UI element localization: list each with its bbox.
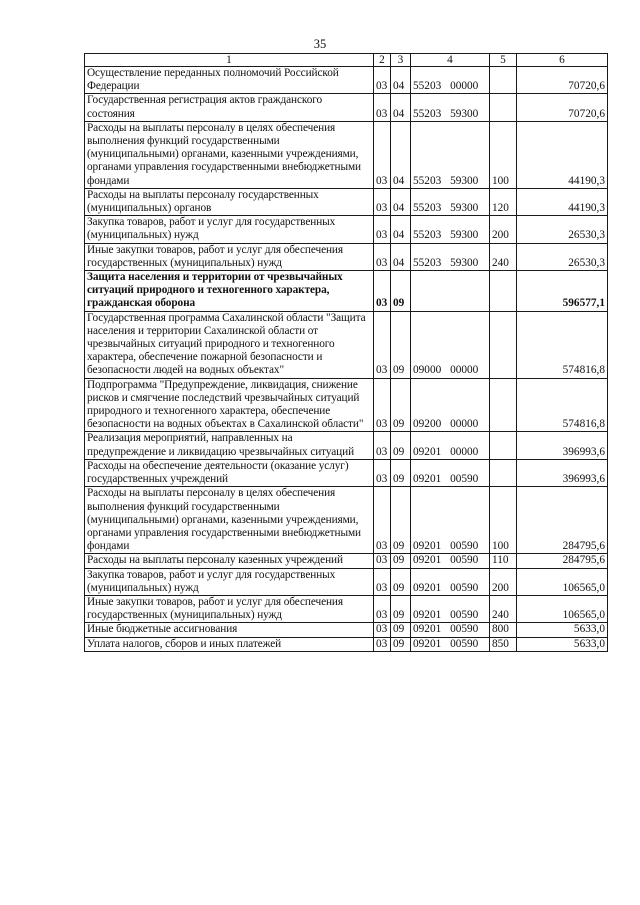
row-expense-type: 240: [490, 595, 517, 622]
row-amount: 26530,3: [517, 243, 608, 270]
row-amount: 26530,3: [517, 216, 608, 243]
row-subsection: 04: [391, 94, 411, 121]
row-name: Расходы на выплаты персоналу государственных (муниципальных) органов: [85, 188, 374, 215]
row-name: Подпрограмма "Предупреждение, ликвидация, снижение рисков и смягчение последствий чрезвычайных ситуаций природного и техногенного характера, обеспечение безопасности на водных объектах в Сахалинской области": [85, 378, 374, 432]
table-row: [85, 595, 608, 622]
table-row: [85, 554, 608, 568]
row-expense-type: [490, 378, 517, 432]
row-section: 03: [374, 271, 391, 312]
column-header-3: 3: [391, 54, 411, 67]
table-row: [85, 94, 608, 121]
column-header-1: 1: [85, 54, 374, 67]
row-subsection: 09: [391, 459, 411, 486]
row-name: Иные закупки товаров, работ и услуг для обеспечения государственных (муниципальных) нужд: [85, 595, 374, 622]
table-row-section-heading: [85, 271, 608, 312]
row-expense-type: 800: [490, 623, 517, 637]
row-name: Расходы на выплаты персоналу в целях обеспечения выполнения функций государственными (муниципальными) органами, казенными учреждениями, органами управления государственными внебюджетными фондами: [85, 487, 374, 554]
table-row: [85, 459, 608, 486]
row-subsection: 04: [391, 67, 411, 94]
row-subsection: 04: [391, 216, 411, 243]
row-amount: 44190,3: [517, 121, 608, 188]
row-target-code: 55203 59300: [411, 216, 490, 243]
column-header-4: 4: [411, 54, 490, 67]
row-name: Закупка товаров, работ и услуг для государственных (муниципальных) нужд: [85, 216, 374, 243]
table-row: [85, 216, 608, 243]
row-section: 03: [374, 311, 391, 378]
row-amount: 70720,6: [517, 94, 608, 121]
table-row: [85, 432, 608, 459]
row-amount: 44190,3: [517, 188, 608, 215]
row-expense-type: 120: [490, 188, 517, 215]
row-section: 03: [374, 459, 391, 486]
budget-table: [84, 53, 608, 652]
row-name: Расходы на выплаты персоналу казенных учреждений: [85, 554, 374, 568]
row-target-code: 09201 00590: [411, 637, 490, 651]
column-header-2: 2: [374, 54, 391, 67]
row-amount: 106565,0: [517, 568, 608, 595]
row-name: Иные закупки товаров, работ и услуг для обеспечения государственных (муниципальных) нужд: [85, 243, 374, 270]
row-section: 03: [374, 568, 391, 595]
row-target-code: 55203 59300: [411, 94, 490, 121]
row-amount: 5633,0: [517, 623, 608, 637]
row-target-code: 55203 00000: [411, 67, 490, 94]
column-header-5: 5: [490, 54, 517, 67]
row-name: Государственная программа Сахалинской области "Защита населения и территории Сахалинской области от чрезвычайных ситуаций природного и техногенного характера, обеспечение пожарной безопасности и безопасности людей на водных объектах": [85, 311, 374, 378]
row-target-code: 55203 59300: [411, 188, 490, 215]
row-expense-type: [490, 94, 517, 121]
row-subsection: 09: [391, 554, 411, 568]
row-subsection: 04: [391, 188, 411, 215]
row-name: Закупка товаров, работ и услуг для государственных (муниципальных) нужд: [85, 568, 374, 595]
table-row: [85, 623, 608, 637]
row-section: 03: [374, 94, 391, 121]
row-subsection: 09: [391, 595, 411, 622]
row-target-code: 09201 00000: [411, 432, 490, 459]
row-section: 03: [374, 216, 391, 243]
row-expense-type: [490, 67, 517, 94]
table-row: [85, 243, 608, 270]
row-amount: 284795,6: [517, 487, 608, 554]
row-section: 03: [374, 243, 391, 270]
row-amount: 106565,0: [517, 595, 608, 622]
row-section: 03: [374, 554, 391, 568]
row-target-code: 09201 00590: [411, 595, 490, 622]
row-target-code: 55203 59300: [411, 243, 490, 270]
row-expense-type: [490, 311, 517, 378]
row-amount: 5633,0: [517, 637, 608, 651]
row-name: Расходы на выплаты персоналу в целях обеспечения выполнения функций государственными (муниципальными) органами, казенными учреждениями, органами управления государственными внебюджетными фондами: [85, 121, 374, 188]
table-row: [85, 637, 608, 651]
row-name: Иные бюджетные ассигнования: [85, 623, 374, 637]
row-expense-type: [490, 432, 517, 459]
row-section: 03: [374, 623, 391, 637]
row-section: 03: [374, 432, 391, 459]
row-subsection: 09: [391, 568, 411, 595]
row-expense-type: 200: [490, 216, 517, 243]
row-section: 03: [374, 595, 391, 622]
row-target-code: [411, 271, 490, 312]
row-subsection: 09: [391, 378, 411, 432]
row-expense-type: 110: [490, 554, 517, 568]
row-amount: 396993,6: [517, 459, 608, 486]
row-amount: 396993,6: [517, 432, 608, 459]
row-target-code: 09201 00590: [411, 459, 490, 486]
row-expense-type: 100: [490, 121, 517, 188]
row-section: 03: [374, 378, 391, 432]
row-subsection: 09: [391, 271, 411, 312]
column-header-6: 6: [517, 54, 608, 67]
page-number: 35: [313, 37, 327, 51]
table-row: [85, 121, 608, 188]
row-target-code: 09200 00000: [411, 378, 490, 432]
row-section: 03: [374, 121, 391, 188]
header-row: [85, 54, 608, 67]
row-section: 03: [374, 188, 391, 215]
row-expense-type: 850: [490, 637, 517, 651]
row-subsection: 09: [391, 487, 411, 554]
row-subsection: 04: [391, 243, 411, 270]
row-expense-type: 200: [490, 568, 517, 595]
row-target-code: 09201 00590: [411, 623, 490, 637]
table-row: [85, 378, 608, 432]
row-expense-type: 240: [490, 243, 517, 270]
row-section: 03: [374, 637, 391, 651]
row-name: Расходы на обеспечение деятельности (оказание услуг) государственных учреждений: [85, 459, 374, 486]
row-expense-type: [490, 271, 517, 312]
row-name: Осуществление переданных полномочий Российской Федерации: [85, 67, 374, 94]
row-section: 03: [374, 487, 391, 554]
row-target-code: 55203 59300: [411, 121, 490, 188]
row-amount: 574816,8: [517, 378, 608, 432]
row-amount: 574816,8: [517, 311, 608, 378]
row-subsection: 09: [391, 432, 411, 459]
table-row: [85, 311, 608, 378]
row-name: Государственная регистрация актов гражданского состояния: [85, 94, 374, 121]
row-name: Уплата налогов, сборов и иных платежей: [85, 637, 374, 651]
row-target-code: 09000 00000: [411, 311, 490, 378]
row-amount: 284795,6: [517, 554, 608, 568]
table-row: [85, 568, 608, 595]
row-expense-type: 100: [490, 487, 517, 554]
row-target-code: 09201 00590: [411, 568, 490, 595]
table-row: [85, 67, 608, 94]
row-subsection: 04: [391, 121, 411, 188]
row-expense-type: [490, 459, 517, 486]
row-target-code: 09201 00590: [411, 554, 490, 568]
row-subsection: 09: [391, 623, 411, 637]
table-row: [85, 188, 608, 215]
row-section: 03: [374, 67, 391, 94]
row-target-code: 09201 00590: [411, 487, 490, 554]
row-name: Защита населения и территории от чрезвычайных ситуаций природного и техногенного характера, гражданская оборона: [85, 271, 374, 312]
row-amount: 70720,6: [517, 67, 608, 94]
row-name: Реализация мероприятий, направленных на предупреждение и ликвидацию чрезвычайных ситуаций: [85, 432, 374, 459]
table-row: [85, 487, 608, 554]
row-subsection: 09: [391, 637, 411, 651]
row-amount: 596577,1: [517, 271, 608, 312]
row-subsection: 09: [391, 311, 411, 378]
